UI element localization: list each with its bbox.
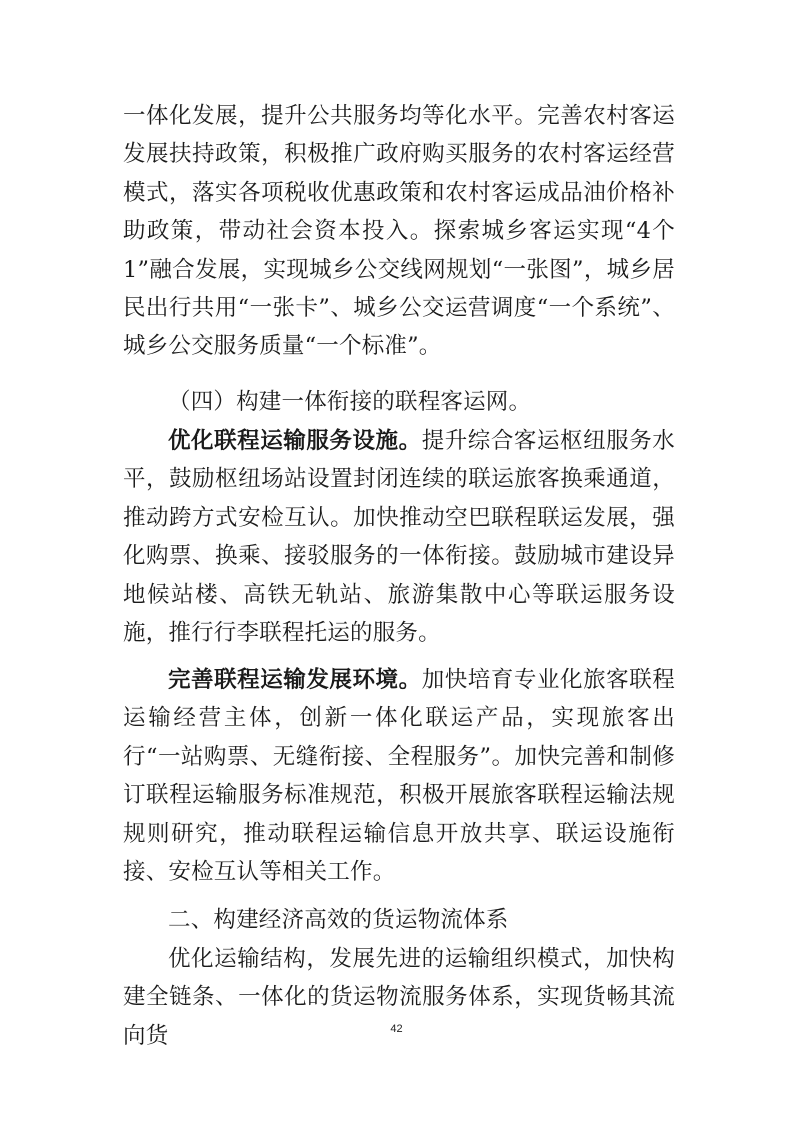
- paragraph-body: 加快培育专业化旅客联程运输经营主体，创新一体化联运产品，实现旅客出行“一站购票、无缝衔接、全程服务”。加快完善和制修订联程运输服务标准规范，积极开展旅客联程运输法规规则研究，推动联程运输信息开放共享、联运设施衔接、安检互认等相关工作。: [123, 667, 676, 886]
- paragraph-body: 提升综合客运枢纽服务水平，鼓励枢纽场站设置封闭连续的联运旅客换乘通道，推动跨方式安检互认。加快推动空巴联程联运发展，强化购票、换乘、接驳服务的一体衔接。鼓励城市建设异地候站楼、高铁无轨站、旅游集散中心等联运服务设施，推行行李联程托运的服务。: [123, 428, 676, 647]
- page-number: 42: [390, 1023, 403, 1035]
- paragraph-lead-bold: 优化联程运输服务设施。: [168, 428, 422, 454]
- paragraph-joint-facilities: [123, 422, 675, 652]
- paragraph-freight-structure: 优化运输结构，发展先进的运输组织模式，加快构建全链条、一体化的货运物流服务体系，实现货畅其流向货: [123, 946, 675, 1049]
- paragraph-lead-bold: 完善联程运输发展环境。: [168, 667, 422, 693]
- paragraph-joint-environment: [123, 661, 675, 891]
- section-heading-joint-transport: （四）构建一体衔接的联程客运网。: [168, 389, 532, 415]
- paragraph-rural-transit: 一体化发展，提升公共服务均等化水平。完善农村客运发展扶持政策，积极推广政府购买服务的农村客运经营模式，落实各项税收优惠政策和农村客运成品油价格补助政策，带动社会资本投入。探索城乡客运实现“4个1”融合发展，实现城乡公交线网规划“一张图”，城乡居民出行共用“一张卡”、城乡公交运营调度“一个系统”、城乡公交服务质量“一个标准”。: [123, 103, 675, 360]
- section-heading-freight: 二、构建经济高效的货运物流体系: [168, 907, 509, 933]
